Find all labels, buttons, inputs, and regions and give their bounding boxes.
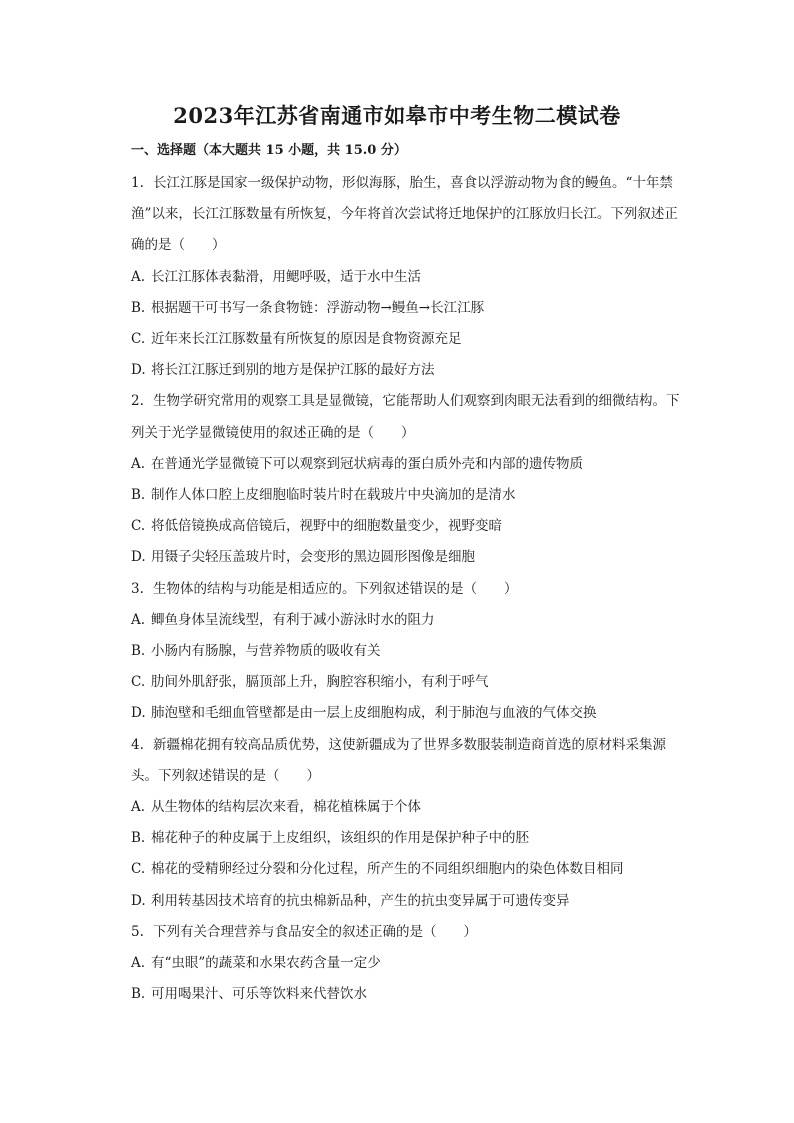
question-5 (131, 917, 691, 1011)
option-text: 有“虫眼”的蔬菜和水果农药含量一定少 (151, 955, 381, 972)
option-text: 小肠内有肠腺，与营养物质的吸收有关 (151, 643, 381, 660)
question-stem (131, 574, 691, 605)
option-letter: A. (131, 611, 146, 628)
option-letter: B. (131, 643, 146, 660)
option-text: 可用喝果汁、可乐等饮料来代替饮水 (151, 986, 367, 1003)
option-text: 棉花种子的种皮属于上皮组织，该组织的作用是保护种子中的胚 (151, 830, 529, 847)
question-number: 2. (131, 393, 144, 410)
option-letter: C. (131, 331, 146, 348)
answer-option (131, 979, 691, 1010)
option-letter: B. (131, 299, 146, 316)
option-letter: A. (131, 455, 146, 472)
option-letter: B. (131, 830, 146, 847)
option-letter: D. (131, 549, 146, 566)
answer-option (131, 948, 691, 979)
answer-option (131, 823, 691, 854)
option-letter: C. (131, 861, 146, 878)
option-letter: B. (131, 986, 146, 1003)
option-text: 用镊子尖轻压盖玻片时，会变形的黑边圆形图像是细胞 (151, 549, 475, 566)
option-text: 肋间外肌舒张，膈顶部上升，胸腔容积缩小，有利于呼气 (151, 674, 489, 691)
answer-option (131, 636, 691, 667)
option-letter: A. (131, 955, 146, 972)
answer-option (131, 480, 691, 511)
question-stem (131, 386, 691, 448)
question-3 (131, 574, 691, 730)
option-text: 棉花的受精卵经过分裂和分化过程，所产生的不同组织细胞内的染色体数目相同 (151, 861, 624, 878)
option-letter: D. (131, 892, 146, 909)
question-number: 5. (131, 923, 144, 940)
option-letter: B. (131, 487, 146, 504)
option-text: 在普通光学显微镜下可以观察到冠状病毒的蛋白质外壳和内部的遗传物质 (151, 455, 583, 472)
question-text: 生物体的结构与功能是相适应的。下列叙述错误的是（ ） (153, 580, 518, 597)
answer-option (131, 262, 691, 293)
question-number: 1. (131, 175, 144, 191)
option-letter: D. (131, 705, 146, 722)
question-text: 生物学研究常用的观察工具是显微镜，它能帮助人们观察到肉眼无法看到的细微结构。下列关于光学显微镜使用的叙述正确的是（ ） (131, 393, 680, 441)
answer-option (131, 324, 691, 355)
option-text: 利用转基因技术培育的抗虫棉新品种，产生的抗虫变异属于可遗传变异 (151, 892, 570, 909)
answer-option (131, 698, 691, 729)
answer-option (131, 605, 691, 636)
question-stem (131, 917, 691, 948)
section-heading: 一、选择题（本大题共 15 小题，共 15.0 分） (131, 143, 407, 158)
option-text: 长江江豚体表黏滑，用鳃呼吸，适于水中生活 (151, 268, 421, 285)
option-text: 制作人体口腔上皮细胞临时装片时在载玻片中央滴加的是清水 (151, 487, 516, 504)
question-text: 下列有关合理营养与食品安全的叙述正确的是（ ） (153, 923, 477, 940)
question-number: 3. (131, 580, 144, 597)
answer-option (131, 511, 691, 542)
page-title: 2023年江苏省南通市如皋市中考生物二模试卷 (173, 103, 621, 128)
answer-option (131, 667, 691, 698)
option-letter: C. (131, 674, 146, 691)
question-stem (131, 168, 691, 262)
question-stem (131, 730, 691, 792)
question-1 (131, 168, 691, 386)
answer-option (131, 449, 691, 480)
answer-option (131, 854, 691, 885)
answer-option (131, 293, 691, 324)
option-letter: A. (131, 799, 146, 816)
option-text: 鲫鱼身体呈流线型，有利于减小游泳时水的阻力 (151, 611, 435, 628)
option-text: 将长江江豚迁到别的地方是保护江豚的最好方法 (151, 362, 435, 379)
option-text: 从生物体的结构层次来看，棉花植株属于个体 (151, 799, 421, 816)
option-text: 近年来长江江豚数量有所恢复的原因是食物资源充足 (151, 331, 462, 348)
option-letter: A. (131, 268, 146, 285)
option-text: 将低倍镜换成高倍镜后，视野中的细胞数量变少，视野变暗 (151, 518, 502, 535)
answer-option (131, 886, 691, 917)
question-4 (131, 730, 691, 917)
question-text: 新疆棉花拥有较高品质优势，这使新疆成为了世界多数服装制造商首选的原材料采集源头。下列叙述错误的是（ ） (131, 736, 666, 784)
question-list (131, 168, 691, 1010)
question-number: 4. (131, 736, 144, 753)
answer-option (131, 355, 691, 386)
question-2 (131, 386, 691, 573)
option-letter: D. (131, 362, 146, 379)
option-text: 肺泡壁和毛细血管壁都是由一层上皮细胞构成，利于肺泡与血液的气体交换 (151, 705, 597, 722)
answer-option (131, 542, 691, 573)
option-letter: C. (131, 518, 146, 535)
answer-option (131, 792, 691, 823)
option-text: 根据题干可书写一条食物链：浮游动物→鳗鱼→长江江豚 (151, 299, 485, 316)
question-text: 长江江豚是国家一级保护动物，形似海豚，胎生，喜食以浮游动物为食的鳗鱼。“十年禁渔”以来，长江江豚数量有所恢复，今年将首次尝试将迁地保护的江豚放归长江。下列叙述正确的是（ ） (131, 175, 678, 254)
